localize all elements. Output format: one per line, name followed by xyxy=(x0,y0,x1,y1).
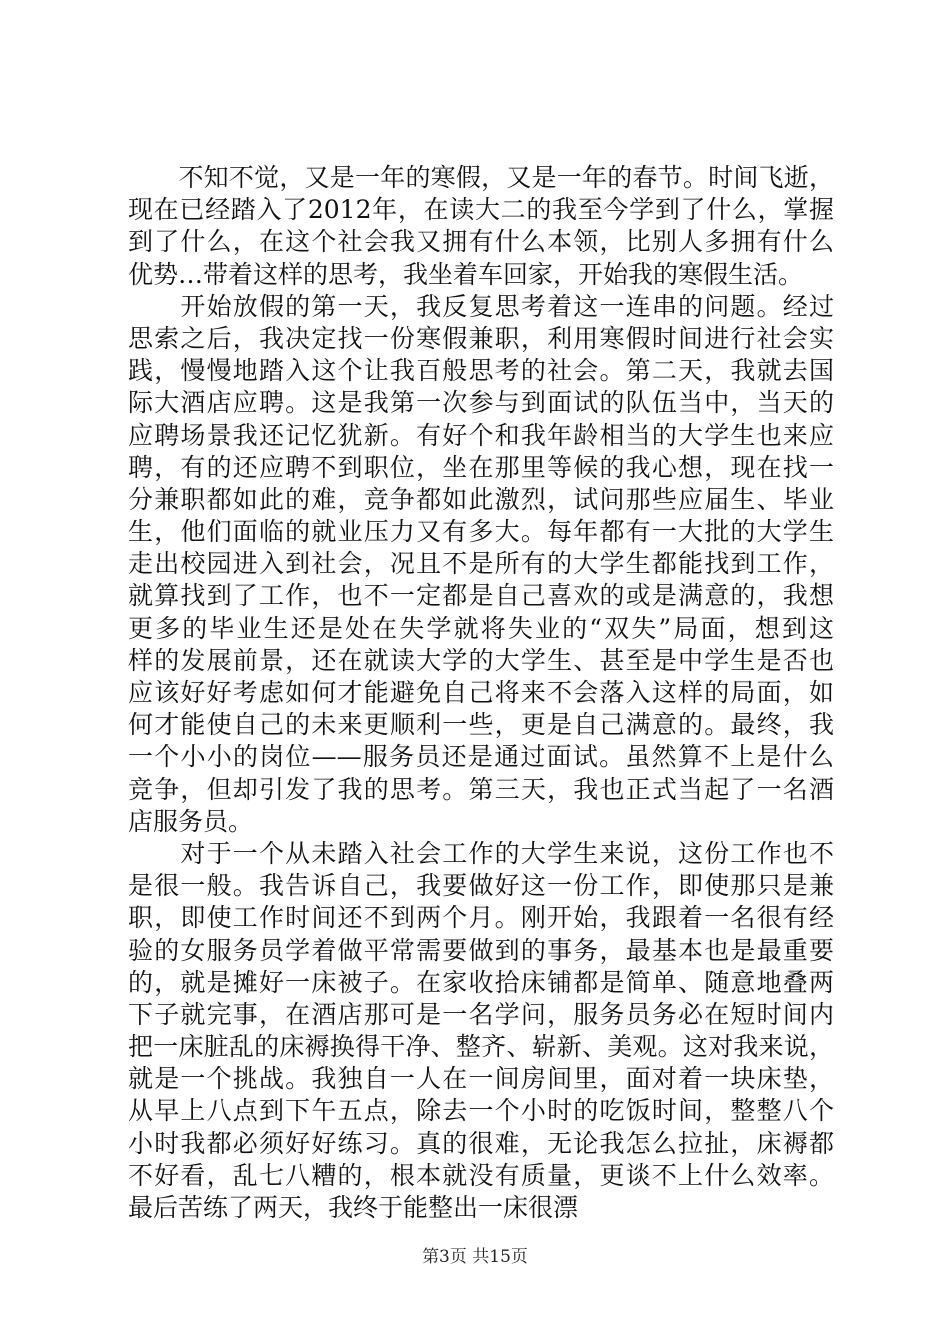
text-line: 把一床脏乱的床褥换得干净、整齐、崭新、美观。这对我来说， xyxy=(128,1032,834,1062)
text-line: 就算找到了工作，也不一定都是自己喜欢的或是满意的，我想 xyxy=(128,581,834,611)
text-line: 现在已经踏入了2012年，在读大二的我至今学到了什么，掌握 xyxy=(128,195,834,225)
body-text xyxy=(128,162,834,1224)
text-line: 职，即使工作时间还不到两个月。刚开始，我跟着一名很有经 xyxy=(128,903,834,933)
text-line: 际大酒店应聘。这是我第一次参与到面试的队伍当中，当天的 xyxy=(128,388,834,418)
text-line: 就是一个挑战。我独自一人在一间房间里，面对着一块床垫， xyxy=(128,1064,834,1094)
text-line: 竞争，但却引发了我的思考。第三天，我也正式当起了一名酒 xyxy=(128,774,834,804)
text-line: 聘，有的还应聘不到职位，坐在那里等候的我心想，现在找一 xyxy=(128,452,834,482)
text-line: 从早上八点到下午五点，除去一个小时的吃饭时间，整整八个 xyxy=(128,1096,834,1126)
text-line: 验的女服务员学着做平常需要做到的事务，最基本也是最重要 xyxy=(128,935,834,965)
text-line: 不知不觉，又是一年的寒假，又是一年的春节。时间飞逝， xyxy=(128,163,834,192)
text-line: 分兼职都如此的难，竞争都如此激烈，试问那些应届生、毕业 xyxy=(128,484,834,514)
text-line: 店服务员。 xyxy=(128,806,254,836)
text-line: 优势…带着这样的思考，我坐着车回家，开始我的寒假生活。 xyxy=(128,259,804,289)
text-line: 是很一般。我告诉自己，我要做好这一份工作，即使那只是兼 xyxy=(128,871,834,901)
page-footer: 第3页 共15页 xyxy=(422,1247,528,1267)
text-line: 对于一个从未踏入社会工作的大学生来说，这份工作也不 xyxy=(128,838,834,868)
text-line: 下子就完事，在酒店那可是一名学问，服务员务必在短时间内 xyxy=(128,999,834,1029)
text-line: 小时我都必须好好练习。真的很难，无论我怎么拉扯，床褥都 xyxy=(128,1128,834,1158)
text-line: 样的发展前景，还在就读大学的大学生、甚至是中学生是否也 xyxy=(128,645,834,675)
text-line: 的，就是摊好一床被子。在家收拾床铺都是简单、随意地叠两 xyxy=(128,967,834,997)
text-line: 应该好好考虑如何才能避免自己将来不会落入这样的局面，如 xyxy=(128,678,834,707)
text-line: 生，他们面临的就业压力又有多大。每年都有一大批的大学生 xyxy=(128,517,834,547)
text-line: 走出校园进入到社会，况且不是所有的大学生都能找到工作， xyxy=(128,549,834,579)
text-line: 一个小小的岗位——服务员还是通过面试。虽然算不上是什么 xyxy=(128,742,834,772)
text-line: 何才能使自己的未来更顺利一些，更是自己满意的。最终，我 xyxy=(128,710,834,740)
text-line: 最后苦练了两天，我终于能整出一床很漂 xyxy=(128,1193,579,1222)
text-line: 践，慢慢地踏入这个让我百般思考的社会。第二天，我就去国 xyxy=(128,356,834,386)
text-line: 不好看，乱七八糟的，根本就没有质量，更谈不上什么效率。 xyxy=(128,1160,834,1190)
text-line: 到了什么，在这个社会我又拥有什么本领，比别人多拥有什么 xyxy=(128,227,834,257)
text-line: 应聘场景我还记忆犹新。有好个和我年龄相当的大学生也来应 xyxy=(128,420,834,450)
text-line: 思索之后，我决定找一份寒假兼职，利用寒假时间进行社会实 xyxy=(128,323,834,353)
text-line: 更多的毕业生还是处在失学就将失业的“双失”局面，想到这 xyxy=(128,613,834,643)
text-line: 开始放假的第一天，我反复思考着这一连串的问题。经过 xyxy=(128,291,834,321)
